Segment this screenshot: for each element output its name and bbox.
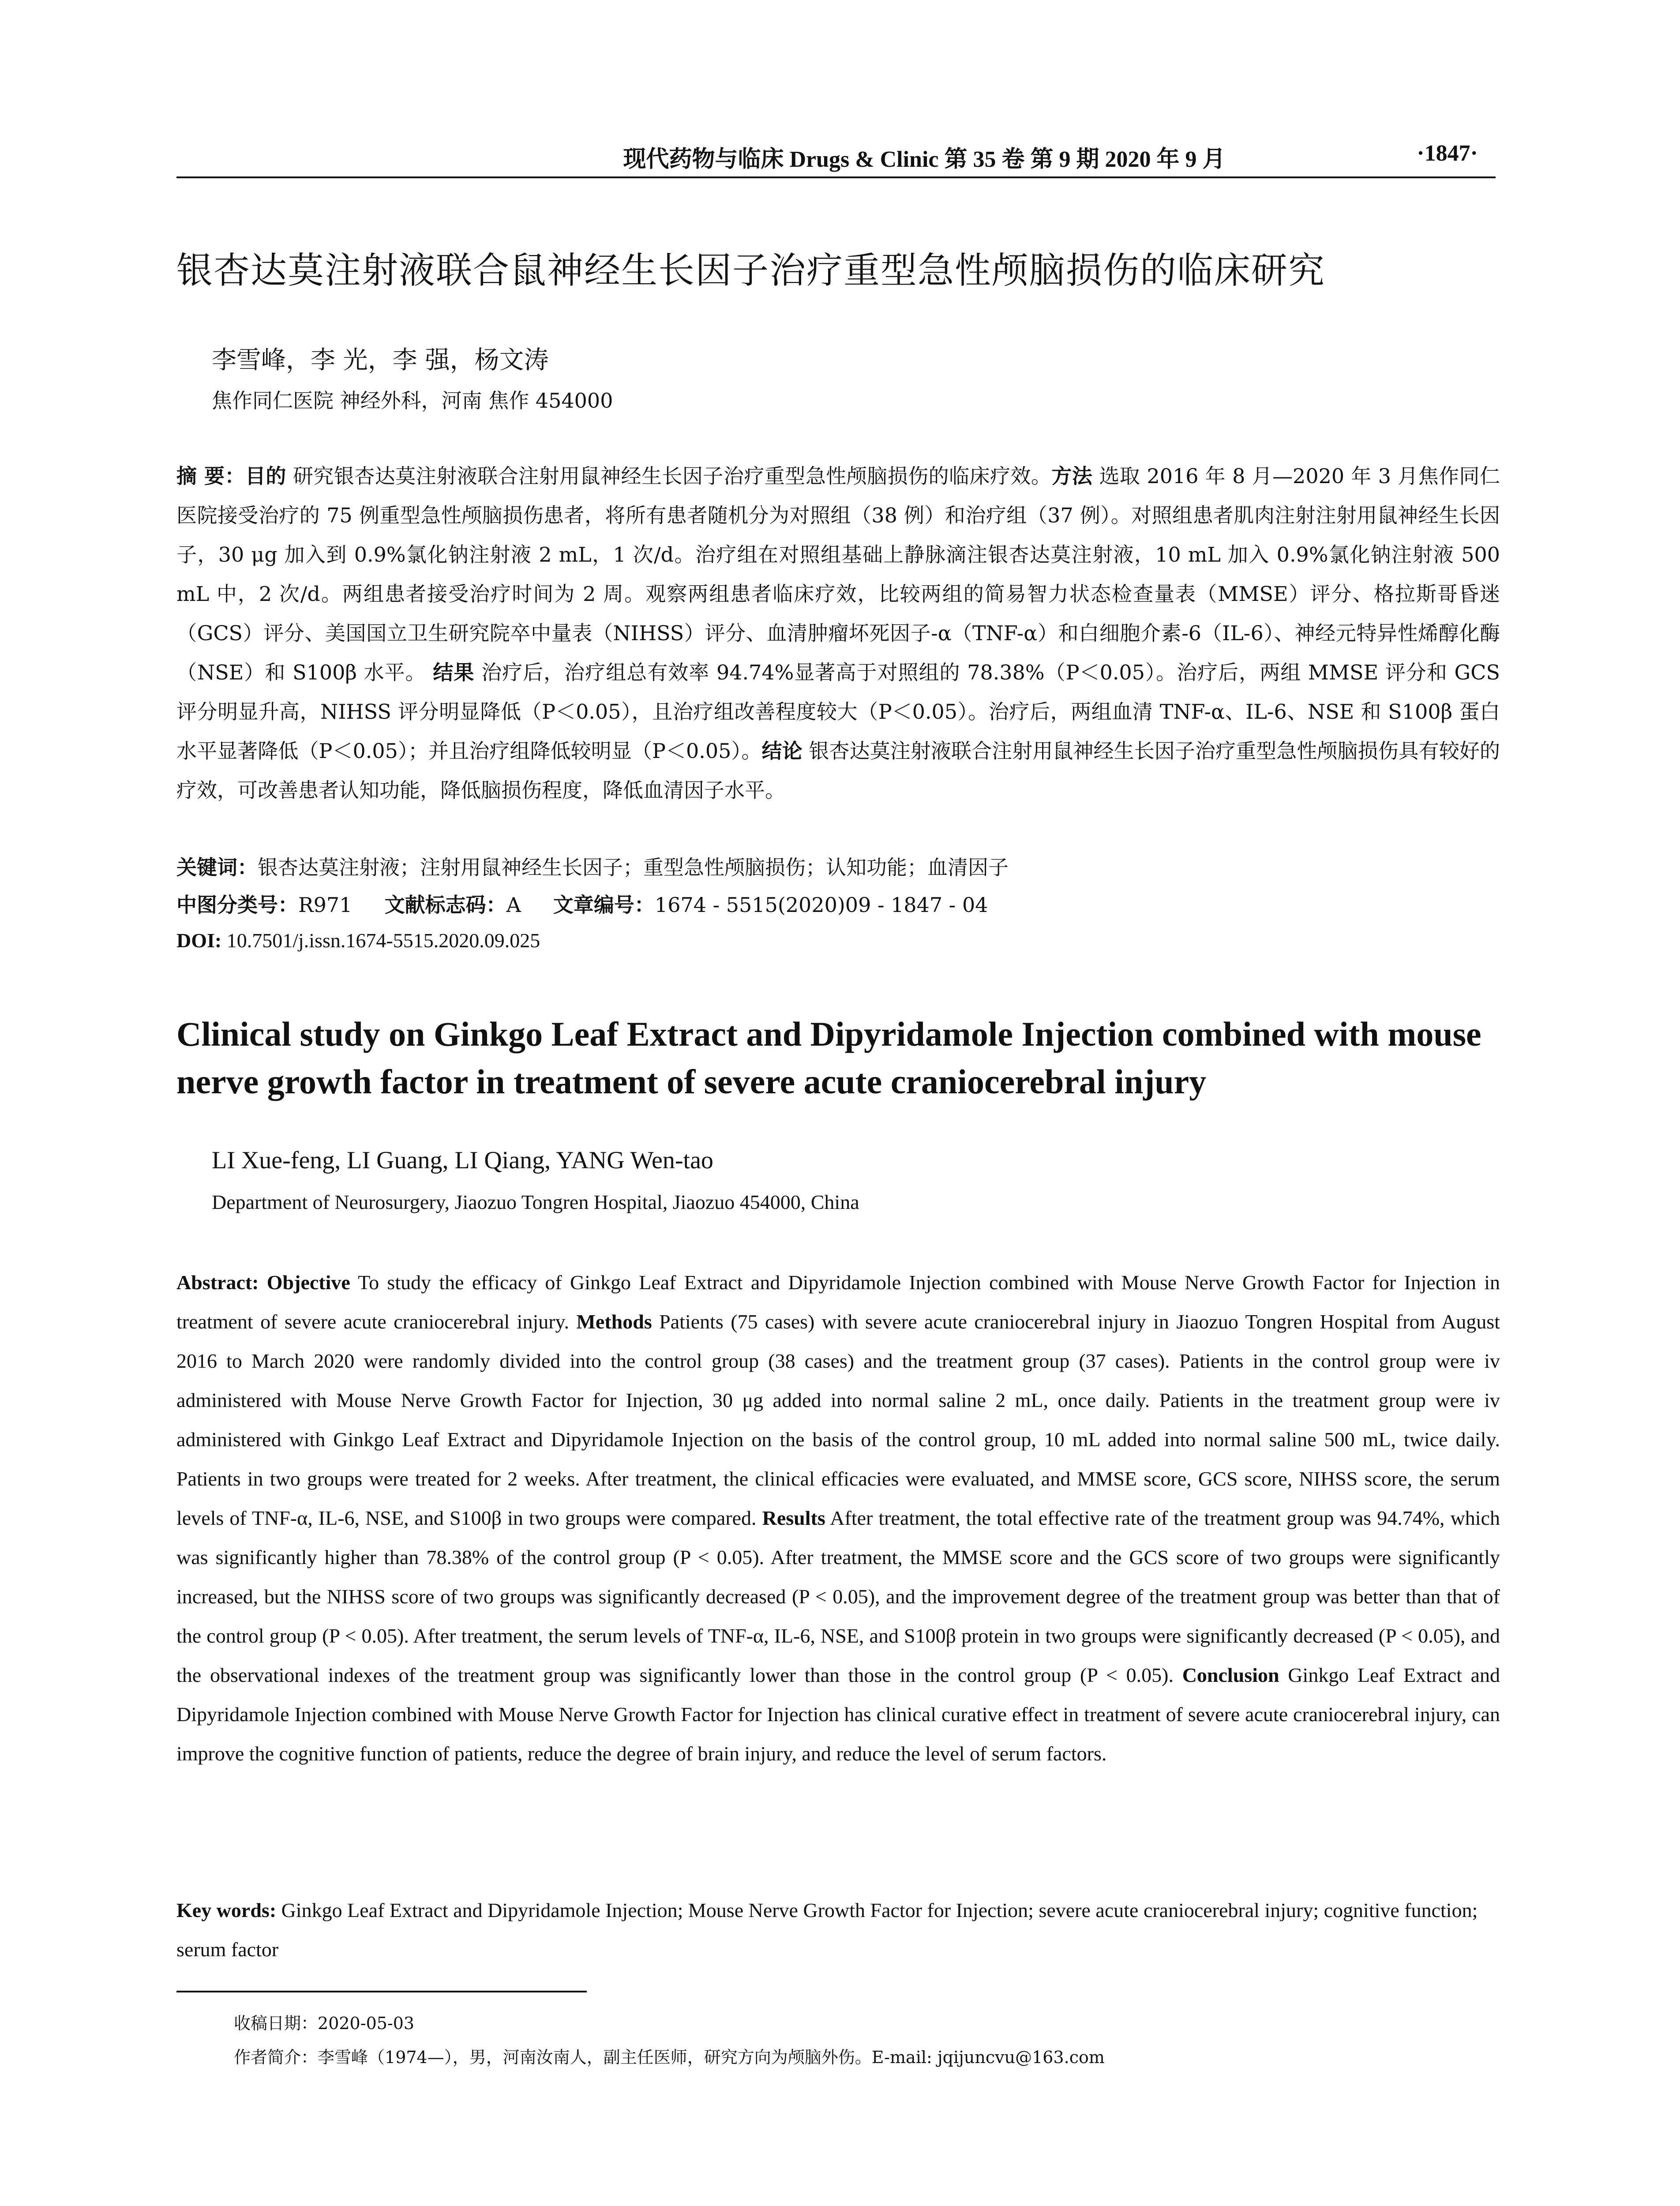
conclusion-label: 结论 xyxy=(761,739,802,763)
conclusion-text: 银杏达莫注射液联合注射用鼠神经生长因子治疗重型急性颅脑损伤具有较好的疗效，可改善患者认知功能，降低脑损伤程度，降低血清因子水平。 xyxy=(176,739,1500,802)
methods-label: 方法 xyxy=(1051,464,1093,488)
results-label-en: Results xyxy=(762,1507,825,1529)
abstract-label: 摘 要： xyxy=(176,464,245,488)
conclusion-text-en: Ginkgo Leaf Extract and Dipyridamole Injection combined with Mouse Nerve Growth Factor for Injection has clinical curative effect in treatment of severe acute craniocerebral injury, can improve the cognitive function of patients, reduce the degree of brain injury, and reduce the level of serum factors. xyxy=(176,1664,1500,1765)
english-authors: LI Xue-feng, LI Guang, LI Qiang, YANG Wen-tao xyxy=(212,1147,713,1174)
chinese-abstract xyxy=(176,457,1500,810)
footnote-divider xyxy=(176,1991,587,1992)
abstract-label-en: Abstract: xyxy=(176,1271,259,1294)
chinese-title: 银杏达莫注射液联合鼠神经生长因子治疗重型急性颅脑损伤的临床研究 xyxy=(176,250,1326,292)
doi-value: 10.7501/j.issn.1674-5515.2020.09.025 xyxy=(226,929,540,952)
chinese-authors: 李雪峰，李 光，李 强，杨文涛 xyxy=(212,346,549,375)
objective-label-en: Objective xyxy=(266,1271,350,1294)
objective-label: 目的 xyxy=(245,464,286,488)
keywords-text-en: Ginkgo Leaf Extract and Dipyridamole Injection; Mouse Nerve Growth Factor for Injection; severe acute craniocerebral injury; cognitive function; serum factor xyxy=(176,1899,1478,1961)
doc-code-value: A xyxy=(506,893,521,917)
results-text-en: After treatment, the total effective rate of the treatment group was 94.74%, which was significantly higher than 78.38% of the control group (P < 0.05). After treatment, the MMSE score and the GCS score of two groups were significantly increased, but the NIHSS score of two groups was significantly decreased (P < 0.05), and the improvement degree of the treatment group was better than that of the control group (P < 0.05). After treatment, the serum levels of TNF-α, IL-6, NSE, and S100β protein in two groups were significantly decreased (P < 0.05), and the observational indexes of the treatment group was significantly lower than those in the control group (P < 0.05). xyxy=(176,1507,1500,1686)
clc-value: R971 xyxy=(298,893,352,917)
received-date xyxy=(234,2010,414,2034)
objective-text: 研究银杏达莫注射液联合注射用鼠神经生长因子治疗重型急性颅脑损伤的临床疗效。 xyxy=(292,464,1052,488)
doc-code-label: 文献标志码： xyxy=(384,893,506,917)
results-label: 结果 xyxy=(433,660,475,684)
keywords-label-en: Key words: xyxy=(176,1899,277,1921)
english-abstract xyxy=(176,1263,1500,1773)
chinese-affiliation: 焦作同仁医院 神经外科，河南 焦作 454000 xyxy=(212,389,613,413)
doi-label: DOI: xyxy=(176,929,222,952)
objective-text-en: To study the efficacy of Ginkgo Leaf Extract and Dipyridamole Injection combined with Mouse Nerve Growth Factor for Injection in treatment of severe acute craniocerebral injury. xyxy=(176,1271,1500,1333)
conclusion-label-en: Conclusion xyxy=(1182,1664,1279,1686)
bio-text: 李雪峰（1974—），男，河南汝南人，副主任医师，研究方向为颅脑外伤。E-mail: jqijuncvu@163.com xyxy=(318,2048,1105,2067)
methods-label-en: Methods xyxy=(576,1310,652,1333)
article-no-label: 文章编号： xyxy=(553,893,655,917)
chinese-keywords xyxy=(176,852,1500,881)
english-affiliation: Department of Neurosurgery, Jiaozuo Tongren Hospital, Jiaozuo 454000, China xyxy=(212,1191,859,1213)
received-value: 2020-05-03 xyxy=(318,2014,415,2033)
classification-line xyxy=(176,889,1500,918)
page-number: ·1847· xyxy=(1417,141,1478,166)
bio-label: 作者简介： xyxy=(234,2048,318,2067)
keywords-label: 关键词： xyxy=(176,855,258,879)
methods-text-en: Patients (75 cases) with severe acute craniocerebral injury in Jiaozuo Tongren Hospital from August 2016 to March 2020 were randomly divided into the control group (38 cases) and the treatment group (37 cases). Patients in the control group were iv administered with Mouse Nerve Growth Factor for Injection, 30 μg added into normal saline 2 mL, once daily. Patients in the treatment group were iv administered with Ginkgo Leaf Extract and Dipyridamole Injection on the basis of the control group, 10 mL added into normal saline 500 mL, twice daily. Patients in two groups were treated for 2 weeks. After treatment, the clinical efficacies were evaluated, and MMSE score, GCS score, NIHSS score, the serum levels of TNF-α, IL-6, NSE, and S100β in two groups were compared. xyxy=(176,1310,1500,1529)
doi-line xyxy=(176,929,540,952)
english-keywords xyxy=(176,1891,1500,1969)
english-title: Clinical study on Ginkgo Leaf Extract and Dipyridamole Injection combined with mouse nerve growth factor in treatment of severe acute craniocerebral injury xyxy=(176,1015,1481,1101)
received-label: 收稿日期： xyxy=(234,2014,318,2033)
article-no-value: 1674 - 5515(2020)09 - 1847 - 04 xyxy=(654,893,988,917)
journal-info: 现代药物与临床 Drugs & Clinic 第 35 卷 第 9 期 2020 年 9 月 xyxy=(623,147,1226,172)
results-text: 治疗后，治疗组总有效率 94.74%显著高于对照组的 78.38%（P＜0.05）。治疗后，两组 MMSE 评分和 GCS 评分明显升高，NIHSS 评分明显降低（P＜0.05），且治疗组改善程度较大（P＜0.05）。治疗后，两组血清 TNF-α、IL-6、NSE 和 S100β 蛋白水平显著降低（P＜0.05）；并且治疗组降低较明显（P＜0.05）。 xyxy=(176,660,1500,763)
author-bio xyxy=(234,2044,1105,2068)
keywords-text: 银杏达莫注射液；注射用鼠神经生长因子；重型急性颅脑损伤；认知功能；血清因子 xyxy=(258,855,1009,879)
page-header xyxy=(176,140,1496,178)
clc-label: 中图分类号： xyxy=(176,893,298,917)
methods-text: 选取 2016 年 8 月—2020 年 3 月焦作同仁医院接受治疗的 75 例重型急性颅脑损伤患者，将所有患者随机分为对照组（38 例）和治疗组（37 例）。对照组患者肌肉注射注射用鼠神经生长因子，30 μg 加入到 0.9%氯化钠注射液 2 mL，1 次/d。治疗组在对照组基础上静脉滴注银杏达莫注射液，10 mL 加入 0.9%氯化钠注射液 500 mL 中，2 次/d。两组患者接受治疗时间为 2 周。观察两组患者临床疗效，比较两组的简易智力状态检查量表（MMSE）评分、格拉斯哥昏迷（GCS）评分、美国国立卫生研究院卒中量表（NIHSS）评分、血清肿瘤坏死因子-α（TNF-α）和白细胞介素-6（IL-6）、神经元特异性烯醇化酶（NSE）和 S100β 水平。 xyxy=(176,464,1500,684)
